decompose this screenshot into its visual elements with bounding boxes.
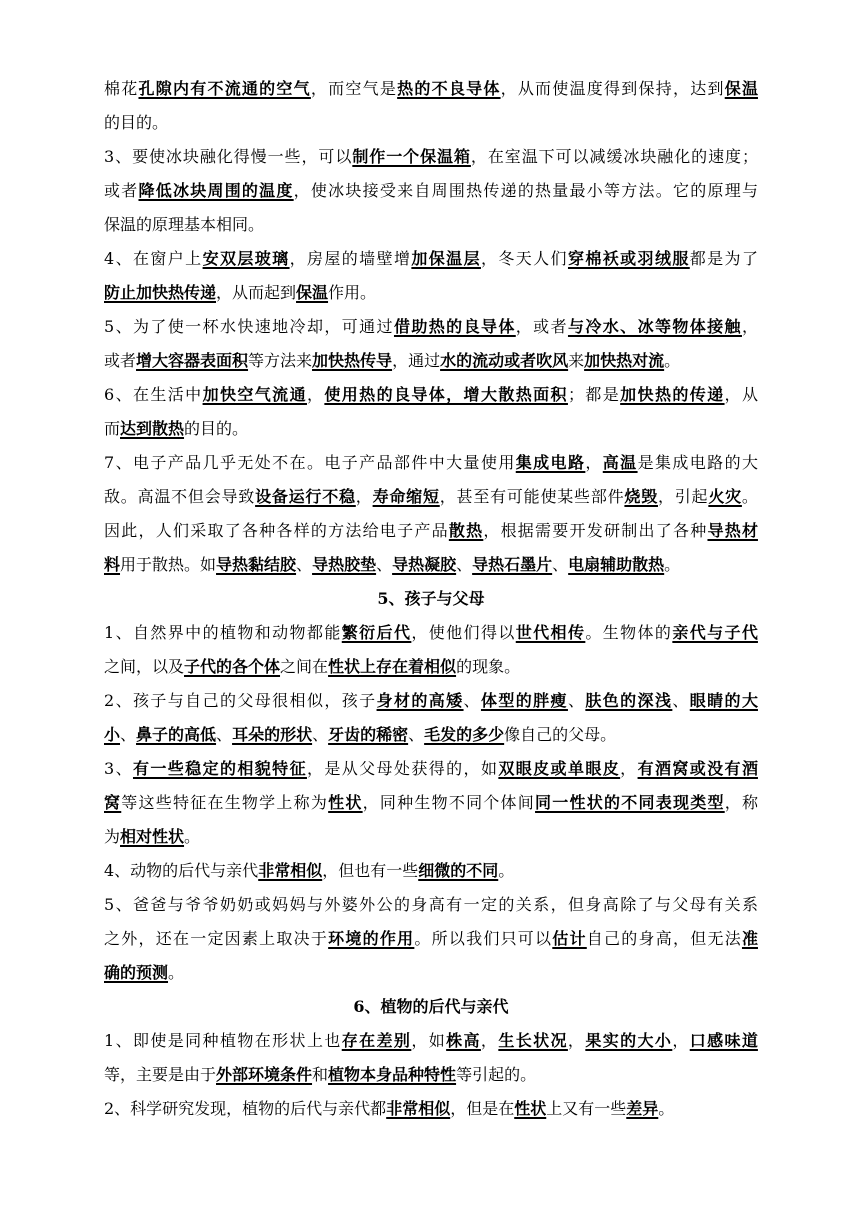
text-segment: ，使冰块接受来自周围热传递的热量最小等方法。它的原理与 [293,181,758,200]
key-phrase: 制作一个保温箱 [352,147,471,166]
key-phrase: 鼻子的高低 [136,725,217,744]
text-segment: 为 [104,827,121,846]
key-phrase: 毛发的多少 [424,725,505,744]
text-segment: ， [355,487,373,506]
text-segment: 、 [120,725,137,744]
key-phrase: 生长状况 [498,1031,568,1050]
text-segment: 上又有一些 [546,1099,627,1118]
key-phrase: 细微的不同 [418,861,499,880]
key-phrase: 火灾 [708,487,742,506]
key-phrase: 子代的各个体 [184,657,281,676]
text-segment: 等这些特征在生物学上称为 [121,793,329,812]
text-segment: ，甚至有可能使某些部件 [439,487,625,506]
text-segment: 作用。 [328,283,377,302]
text-segment: 、 [216,725,233,744]
text-segment: ， [620,759,638,778]
text-segment: 。 [658,1099,675,1118]
text-segment: ， [480,1031,499,1050]
key-phrase: 料 [104,555,121,574]
text-segment: 、 [463,691,481,710]
text-line [104,174,758,208]
text-segment: 4、动物的后代与亲代 [104,861,259,880]
text-line [104,514,758,548]
key-phrase: 电扇辅助散热 [568,555,665,574]
text-segment: ；都是 [567,385,621,404]
text-segment: ， [672,1031,690,1050]
text-line [104,616,758,650]
key-phrase: 烧毁 [624,487,658,506]
text-segment: 7、电子产品几乎无处不在。电子产品部件中大量使用 [104,453,516,472]
key-phrase: 防止加快热传递 [104,283,217,302]
text-segment: 用于散热。如 [120,555,217,574]
text-segment: ， [741,317,758,336]
key-phrase: 株高 [446,1031,481,1050]
key-phrase: 设备运行不稳 [255,487,356,506]
text-segment: 、 [552,555,569,574]
key-phrase: 差异 [626,1099,659,1118]
text-line [104,412,758,446]
text-line [104,72,758,106]
key-phrase: 世代相传 [515,623,586,642]
key-phrase: 果实的大小 [585,1031,673,1050]
key-phrase: 高温 [602,453,638,472]
text-segment: 、 [296,555,313,574]
text-segment: ，如 [411,1031,447,1050]
text-segment: 而 [104,419,121,438]
text-line [104,140,758,174]
text-segment: 保温的原理基本相同。 [104,215,265,234]
key-phrase: 窝 [104,793,122,812]
text-segment: ，从而起到 [216,283,297,302]
key-phrase: 性状上存在着相似 [328,657,457,676]
text-segment: ，在室温下可以减缓冰块融化的速度； [470,147,758,166]
text-segment: 4、在窗户上 [104,249,203,268]
key-phrase: 水的流动或者吹风 [440,351,569,370]
text-segment: 6、植物的后代与亲代 [353,997,509,1016]
text-segment: ，使他们得以 [411,623,516,642]
key-phrase: 性状 [328,793,363,812]
text-line [104,820,758,854]
text-line [104,888,758,922]
text-line [104,1092,758,1126]
text-segment: 敌。高温不但会导致 [104,487,256,506]
key-phrase: 导热凝胶 [392,555,457,574]
text-line [104,548,758,582]
section-heading [104,582,758,616]
key-phrase: 穿棉袄或羽绒服 [567,249,690,268]
key-phrase: 环境的作用 [328,929,415,948]
text-line [104,344,758,378]
text-segment: 、 [567,691,586,710]
text-segment: 2、科学研究发现，植物的后代与亲代都 [104,1099,387,1118]
text-line [104,378,758,412]
key-phrase: 同一性状的不同表现类型 [535,793,725,812]
text-segment: 自己的身高，但无法 [586,929,742,948]
text-segment: 之间在 [280,657,329,676]
key-phrase: 集成电路 [515,453,586,472]
text-segment: 6、在生活中 [104,385,203,404]
text-segment: 或者 [104,351,137,370]
text-segment: 等引起的。 [456,1065,537,1084]
key-phrase: 牙齿的稀密 [328,725,409,744]
text-segment: 等方法来 [248,351,313,370]
text-segment: ，引起 [657,487,709,506]
key-phrase: 准 [741,929,758,948]
key-phrase: 眼睛的大 [689,691,758,710]
key-phrase: 导热黏结胶 [216,555,297,574]
text-segment: ，房屋的墙壁增 [289,249,412,268]
text-segment: 的现象。 [456,657,521,676]
text-segment: 之外，还在一定因素上取决于 [104,929,329,948]
key-phrase: 热的不良导体 [397,79,501,98]
text-segment: ， [585,453,603,472]
text-segment: 因此，人们采取了各种各样的方法给电子产品 [104,521,449,540]
text-segment: 棉花 [104,79,139,98]
text-segment: 2、孩子与自己的父母很相似，孩子 [104,691,377,710]
key-phrase: 非常相似 [386,1099,451,1118]
text-segment: 都是为了 [689,249,758,268]
text-segment: 的目的。 [104,113,169,132]
text-segment: ，冬天人们 [480,249,568,268]
text-segment: ，从 [724,385,758,404]
text-segment: ，或者 [515,317,568,336]
text-segment: 或者 [104,181,139,200]
key-phrase: 加快空气流通 [202,385,307,404]
text-segment: 的目的。 [184,419,249,438]
text-line [104,208,758,242]
text-segment: 、 [456,555,473,574]
key-phrase: 借助热的良导体 [393,317,516,336]
text-segment: 5、为了使一杯水快速地冷却，可通过 [104,317,394,336]
text-segment: 。 [168,963,185,982]
key-phrase: 导热材 [707,521,758,540]
text-line [104,922,758,956]
key-phrase: 降低冰块周围的温度 [138,181,294,200]
text-segment: 、 [408,725,425,744]
text-segment: 1、自然界中的植物和动物都能 [104,623,342,642]
key-phrase: 有一些稳定的相貌特征 [132,759,307,778]
key-phrase: 肤色的深浅 [585,691,673,710]
text-line [104,1058,758,1092]
key-phrase: 加快热传导 [312,351,393,370]
text-segment: ， [306,385,325,404]
key-phrase: 导热石墨片 [472,555,553,574]
key-phrase: 植物本身品种特性 [328,1065,457,1084]
text-line [104,1024,758,1058]
text-segment: 。 [498,861,515,880]
key-phrase: 相对性状 [120,827,185,846]
text-segment: ，是从父母处获得的，如 [306,759,499,778]
text-line [104,854,758,888]
key-phrase: 外部环境条件 [216,1065,313,1084]
key-phrase: 加保温层 [411,249,481,268]
text-segment: ，称 [724,793,758,812]
key-phrase: 小 [104,725,121,744]
text-line [104,106,758,140]
key-phrase: 有酒窝或没有酒 [637,759,758,778]
text-line [104,786,758,820]
text-line [104,276,758,310]
text-segment: 、 [312,725,329,744]
text-segment: 是集成电路的大 [637,453,758,472]
text-line [104,242,758,276]
key-phrase: 增大容器表面积 [136,351,249,370]
text-line [104,752,758,786]
text-segment: 3、 [104,759,133,778]
text-segment: 1、即使是同种植物在形状上也 [104,1031,342,1050]
text-segment: 等，主要是由于 [104,1065,217,1084]
key-phrase: 加快热的传递 [620,385,725,404]
text-line [104,956,758,990]
key-phrase: 双眼皮或单眼皮 [498,759,621,778]
key-phrase: 口感味道 [689,1031,758,1050]
key-phrase: 体型的胖瘦 [480,691,568,710]
key-phrase: 繁衍后代 [341,623,412,642]
text-segment: 、 [672,691,690,710]
text-segment: 3、要使冰块融化得慢一些，可以 [104,147,353,166]
text-segment: 。 [184,827,201,846]
key-phrase: 估计 [552,929,587,948]
key-phrase: 身材的高矮 [376,691,464,710]
text-segment: ，同种生物不同个体间 [362,793,536,812]
key-phrase: 耳朵的形状 [232,725,313,744]
text-segment: ，但是在 [450,1099,515,1118]
key-phrase: 安双层玻璃 [202,249,290,268]
key-phrase: 使用热的良导体，增大散热面积 [324,385,568,404]
text-segment: 5、爸爸与爷爷奶奶或妈妈与外婆外公的身高有一定的关系，但身高除了与父母有关系 [104,895,758,914]
key-phrase: 存在差别 [341,1031,412,1050]
text-segment: 。 [664,555,681,574]
key-phrase: 非常相似 [258,861,323,880]
text-segment: ，而空气是 [310,79,398,98]
text-line [104,718,758,752]
document-body [104,72,758,1126]
text-line [104,684,758,718]
key-phrase: 寿命缩短 [372,487,440,506]
text-segment: 。生物体的 [585,623,673,642]
key-phrase: 导热胶垫 [312,555,377,574]
key-phrase: 性状 [514,1099,547,1118]
text-line [104,446,758,480]
text-segment: ，通过 [392,351,441,370]
text-segment: 。所以我们只可以 [414,929,553,948]
text-segment: 像自己的父母。 [504,725,617,744]
key-phrase: 保温 [296,283,329,302]
key-phrase: 达到散热 [120,419,185,438]
text-segment: 5、孩子与父母 [377,589,485,608]
text-segment: 来 [568,351,585,370]
key-phrase: 孔隙内有不流通的空气 [138,79,311,98]
text-segment: 和 [312,1065,329,1084]
text-segment: 之间，以及 [104,657,185,676]
text-segment: ，从而使温度得到保持，达到 [500,79,725,98]
text-segment: ，根据需要开发研制出了各种 [483,521,708,540]
text-segment: 。 [741,487,758,506]
key-phrase: 保温 [724,79,758,98]
key-phrase: 与冷水、冰等物体接触 [567,317,742,336]
text-line [104,650,758,684]
text-line [104,310,758,344]
key-phrase: 散热 [448,521,484,540]
text-segment: 。 [664,351,681,370]
text-segment: ，但也有一些 [322,861,419,880]
text-line [104,480,758,514]
key-phrase: 亲代与子代 [672,623,758,642]
section-heading [104,990,758,1024]
key-phrase: 确的预测 [104,963,169,982]
text-segment: ， [567,1031,586,1050]
text-segment: 、 [376,555,393,574]
key-phrase: 加快热对流 [584,351,665,370]
